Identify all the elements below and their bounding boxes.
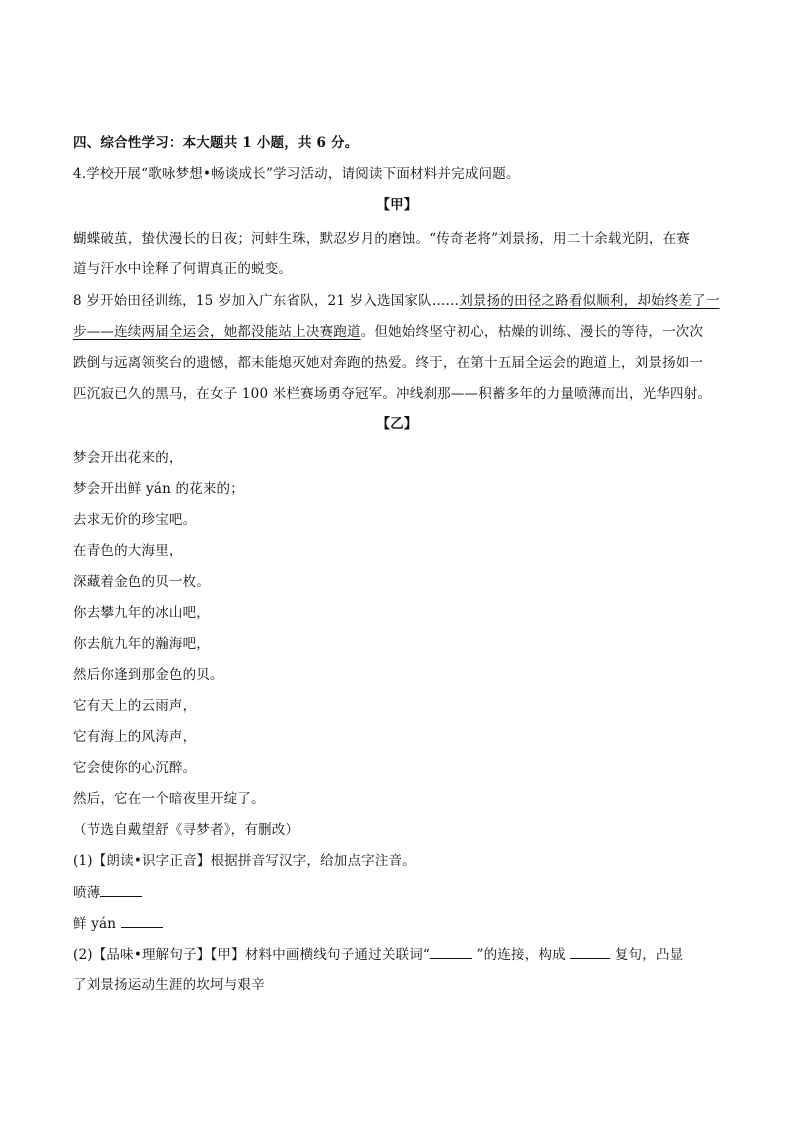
jia-paragraph-1-line-2: 道与汗水中诠释了何谓真正的蜕变。: [73, 261, 293, 277]
jia-paragraph-2-line-1: [73, 291, 720, 311]
jia-plain-text: 8 岁开始田径训练，15 岁加入广东省队，21 岁入选国家队……: [73, 293, 460, 309]
jia-plain-text: 。但她始终坚守初心，枯燥的训练、漫长的等待，一次次: [360, 324, 704, 340]
subquestion-2-line-2: 了刘景扬运动生涯的坎坷与艰辛: [73, 977, 265, 993]
poem-line: 然后你逢到那金色的贝。: [73, 667, 224, 683]
section-heading: [73, 133, 358, 153]
material-yi-title: 【乙】: [376, 416, 418, 432]
section-number: 四、综合性学习：: [73, 135, 183, 151]
material-jia-title: 【甲】: [376, 197, 418, 213]
poem-line: 在青色的大海里，: [73, 543, 183, 559]
answer-blank[interactable]: [570, 944, 610, 959]
item-a-label: 喷薄: [73, 885, 101, 901]
answer-blank[interactable]: [100, 882, 142, 897]
poem-line: 你去攀九年的冰山吧，: [73, 605, 210, 621]
subquestion-1-item-b: [73, 913, 163, 934]
poem-line: 它会使你的心沉醉。: [73, 760, 197, 776]
jia-paragraph-1-line-1: 蝴蝶破茧，蛰伏漫长的日夜；河蚌生珠，默忍岁月的磨蚀。“传奇老将”刘景扬，用二十余载光阴，在赛: [73, 231, 691, 247]
answer-blank[interactable]: [430, 944, 472, 959]
q2-text-c: 复句，凸显: [614, 947, 684, 963]
answer-blank[interactable]: [121, 913, 163, 928]
q2-text-b: ”的连接，构成: [476, 947, 566, 963]
question-intro: 4.学校开展“歌咏梦想•畅谈成长”学习活动，请阅读下面材料并完成问题。: [73, 166, 520, 182]
jia-underlined-sentence-part-1: 刘景扬的田径之路看似顺利，却始终差了一: [459, 293, 720, 309]
q2-text-a: (2)【品味•理解句子】【甲】材料中画横线句子通过关联词“: [73, 947, 431, 963]
poem-line: 它有天上的云雨声，: [73, 698, 197, 714]
poem-line: 梦会开出鲜 yán 的花来的；: [73, 481, 244, 497]
poem-line: 梦会开出花来的，: [73, 450, 183, 466]
jia-underlined-sentence-part-2: 步——连续两届全运会，她都没能站上决赛跑道: [73, 324, 361, 340]
poem-line: 然后，它在一个暗夜里开绽了。: [73, 791, 265, 807]
subquestion-1-prompt: (1)【朗读•识字正音】根据拼音写汉字，给加点字注音。: [73, 853, 416, 869]
poem-line: 深藏着金色的贝一枚。: [73, 574, 210, 590]
poem-source: （节选自戴望舒《寻梦者》，有删改）: [73, 822, 300, 838]
subquestion-1-item-a: [73, 882, 142, 903]
jia-paragraph-2-line-2: [73, 322, 703, 342]
section-scoring: 本大题共 1 小题，共 6 分。: [182, 135, 359, 151]
subquestion-2-line-1: [73, 944, 683, 965]
poem-line: 它有海上的风涛声，: [73, 729, 197, 745]
jia-paragraph-2-line-3: 跌倒与远离领奖台的遗憾，都未能熄灭她对奔跑的热爱。终于，在第十五届全运会的跑道上，刘景扬如一: [73, 355, 704, 371]
item-b-label: 鲜 yán: [73, 916, 117, 932]
jia-paragraph-2-line-4: 匹沉寂已久的黑马，在女子 100 米栏赛场勇夺冠军。冲线刹那——积蓄多年的力量喷薄而出，光华四射。: [73, 386, 712, 402]
poem-line: 去求无价的珍宝吧。: [73, 512, 197, 528]
poem-line: 你去航九年的瀚海吧，: [73, 636, 210, 652]
